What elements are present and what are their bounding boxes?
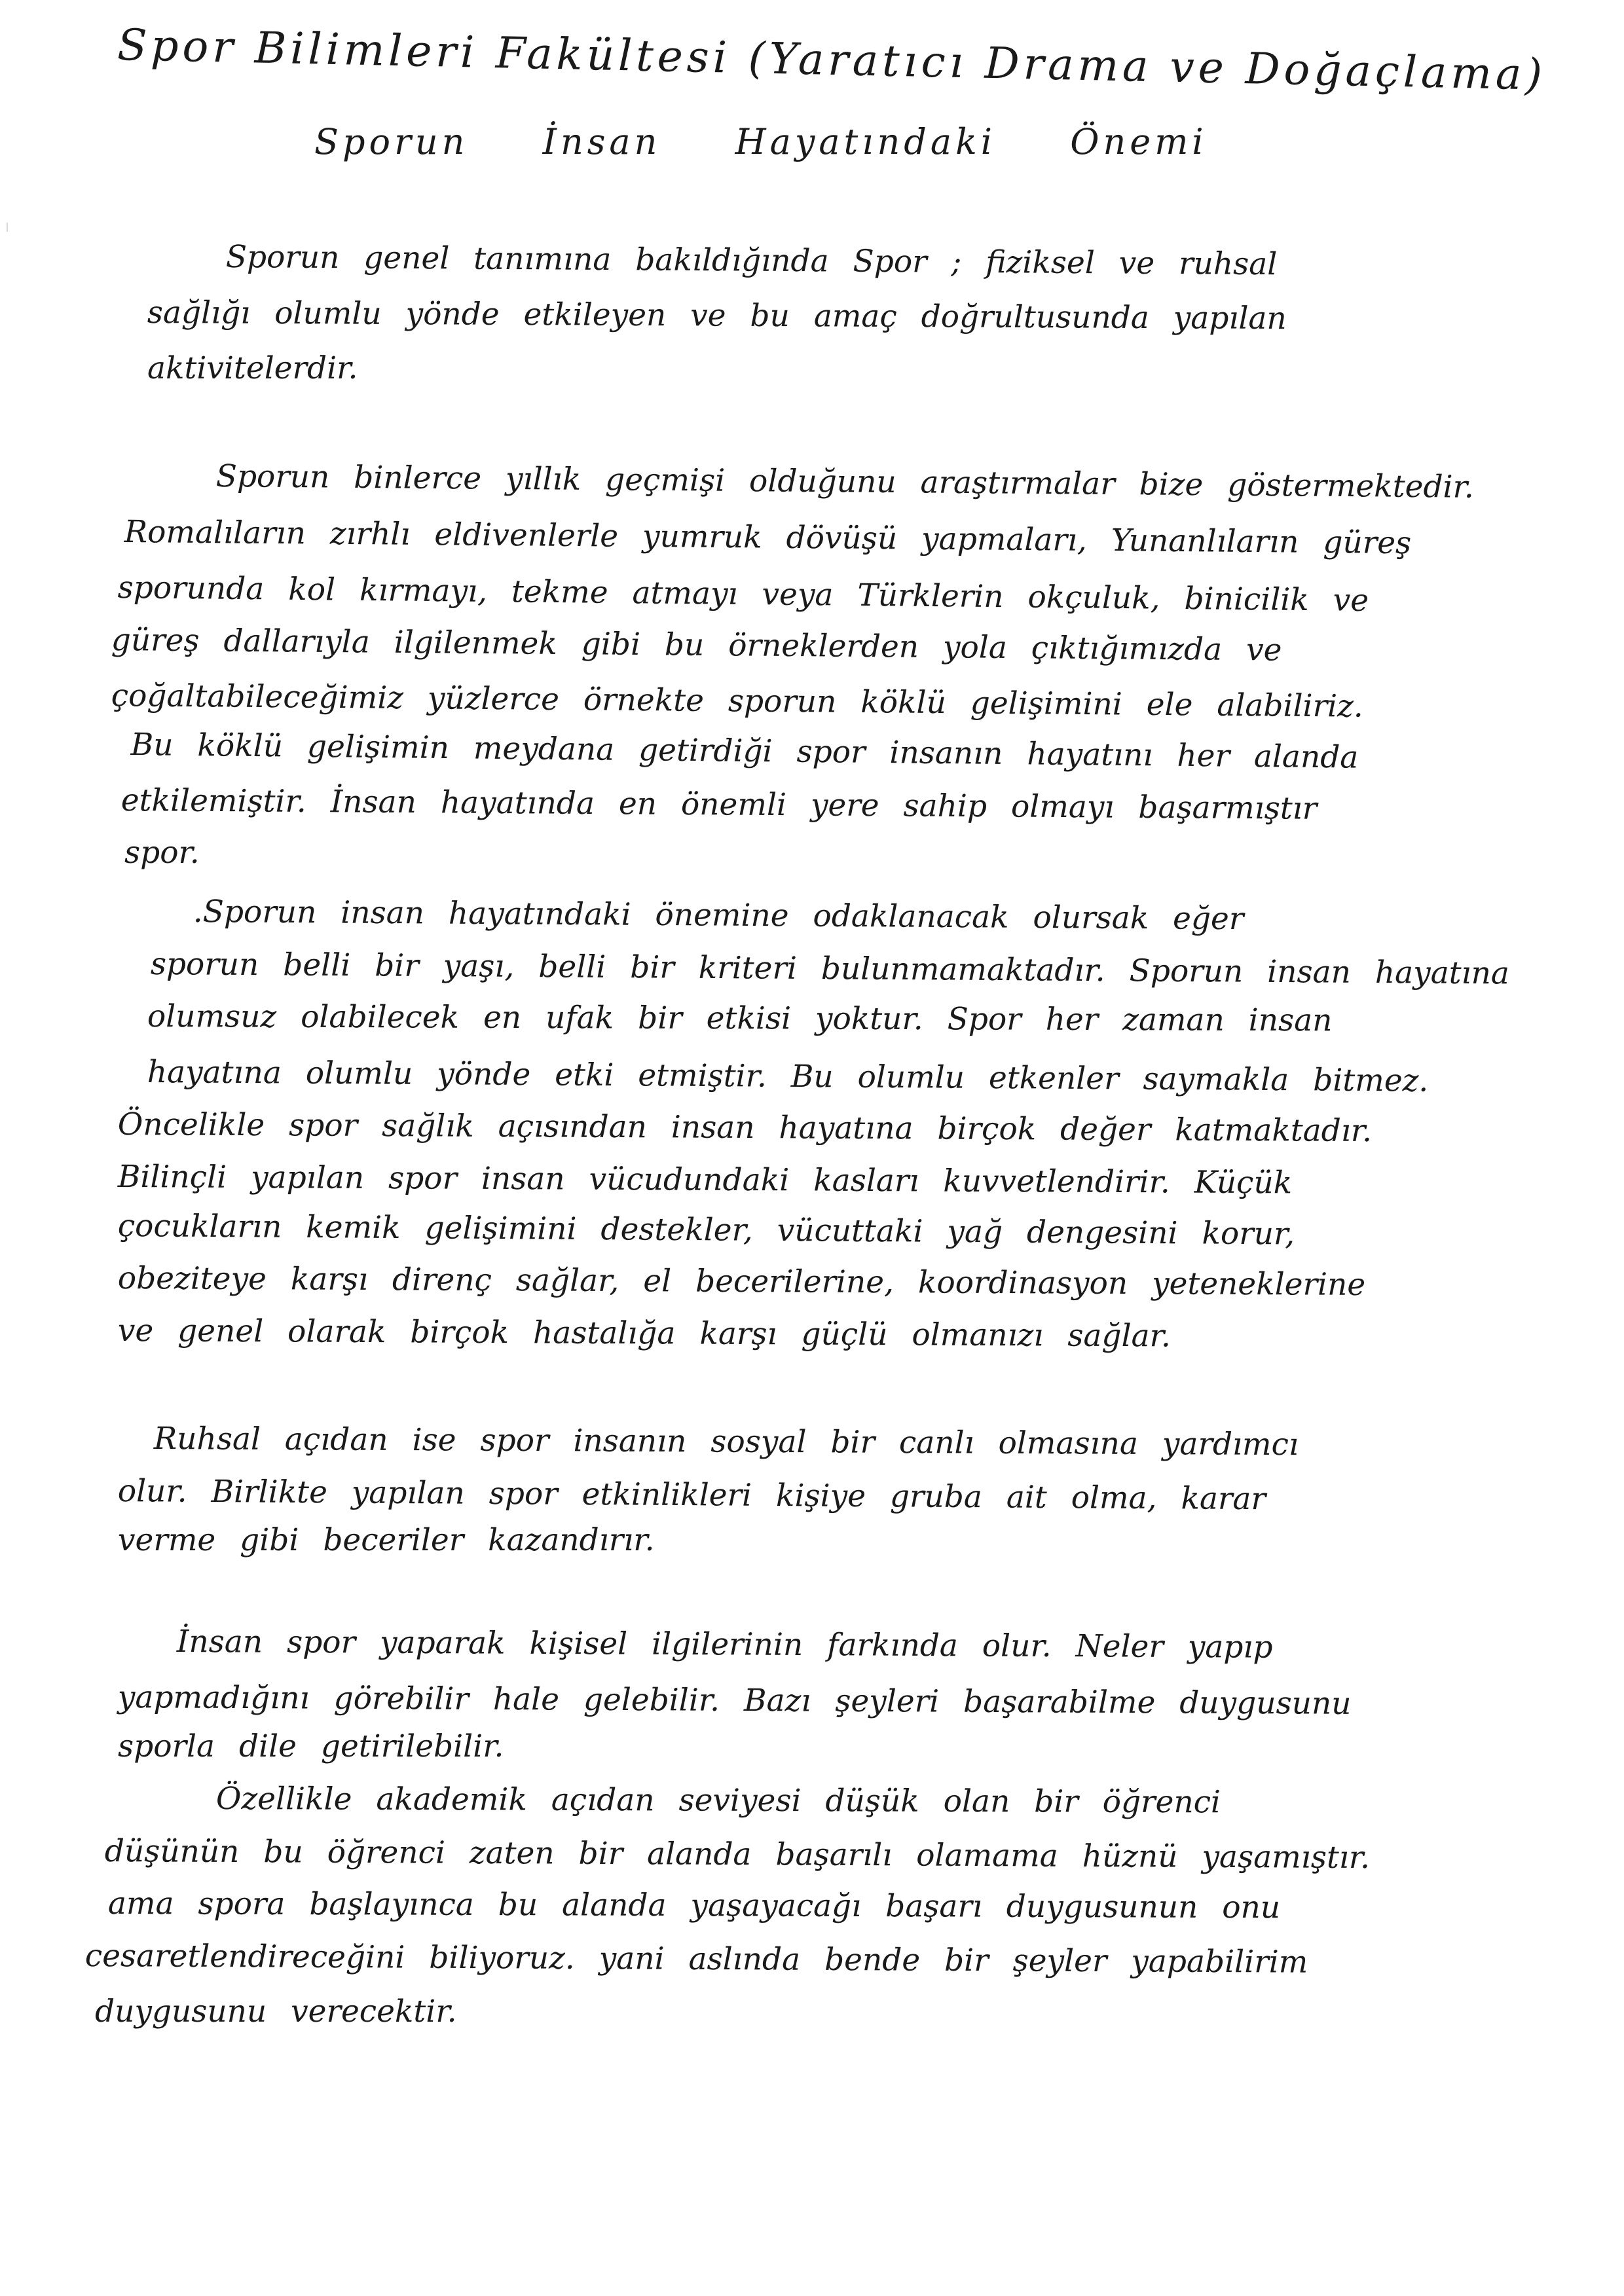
text-line: Sporun binlerce yıllık geçmişi olduğunu araştırmalar bize göstermektedir. <box>215 458 1475 505</box>
text-line: spor. <box>124 835 200 871</box>
page-title: Spor Bilimleri Fakültesi (Yaratıcı Drama ve Doğaçlama) <box>117 20 1547 100</box>
text-line: aktivitelerdir. <box>147 350 358 386</box>
text-line: etkilemiştir. İnsan hayatında en önemli yere sahip olmayı başarmıştır <box>120 782 1318 827</box>
text-line: Romalıların zırhlı eldivenlerle yumruk dövüşü yapmaları, Yunanlıların güreş <box>124 514 1412 562</box>
text-line: Bu köklü gelişimin meydana getirdiği spor insanın hayatını her alanda <box>130 727 1359 776</box>
text-line: duygusunu verecektir. <box>95 1994 457 2030</box>
text-line: olumsuz olabilecek en ufak bir etkisi yoktur. Spor her zaman insan <box>147 998 1333 1039</box>
text-line: obeziteye karşı direnç sağlar, el becerilerine, koordinasyon yeteneklerine <box>117 1260 1366 1303</box>
text-line: çocukların kemik gelişimini destekler, vücuttaki yağ dengesini korur, <box>117 1208 1295 1252</box>
text-line: İnsan spor yaparak kişisel ilgilerinin farkında olur. Neler yapıp <box>176 1624 1273 1666</box>
text-line: Sporun genel tanımına bakıldığında Spor ; fiziksel ve ruhsal <box>225 239 1278 283</box>
text-line: ama spora başlayınca bu alanda yaşayacağı başarı duygusunun onu <box>107 1886 1281 1926</box>
text-line: Bilinçli yapılan spor insan vücudundaki kasları kuvvetlendirir. Küçük <box>117 1159 1293 1201</box>
text-line: güreş dallarıyla ilgilenmek gibi bu örneklerden yola çıktığımızda ve <box>111 622 1282 668</box>
text-line: Ruhsal açıdan ise spor insanın sosyal bir canlı olmasına yardımcı <box>153 1421 1299 1463</box>
text-line: sporun belli bir yaşı, belli bir kriteri bulunmamaktadır. Sporun insan hayatına <box>150 946 1510 992</box>
text-line: verme gibi beceriler kazandırır. <box>118 1522 655 1558</box>
text-line: Öncelikle spor sağlık açısından insan hayatına birçok değer katmaktadır. <box>117 1106 1373 1150</box>
text-line: çoğaltabileceğimiz yüzlerce örnekte sporun köklü gelişimini ele alabiliriz. <box>111 678 1364 725</box>
text-line: sporla dile getirilebilir. <box>118 1728 504 1764</box>
text-line: .Sporun insan hayatındaki önemine odaklanacak olursak eğer <box>193 894 1244 938</box>
text-line: cesaretlendireceğini biliyoruz. yani aslında bende bir şeyler yapabilirim <box>84 1938 1308 1980</box>
text-line: hayatına olumlu yönde etki etmiştir. Bu olumlu etkenler saymakla bitmez. <box>147 1054 1429 1099</box>
text-line: ve genel olarak birçok hastalığa karşı güçlü olmanızı sağlar. <box>117 1313 1172 1355</box>
margin-mark <box>7 223 8 232</box>
text-line: sporunda kol kırmayı, tekme atmayı veya Türklerin okçuluk, binicilik ve <box>117 570 1369 619</box>
text-line: Özellikle akademik açıdan seviyesi düşük olan bir öğrenci <box>215 1781 1221 1821</box>
text-line: sağlığı olumlu yönde etkileyen ve bu amaç doğrultusunda yapılan <box>147 295 1287 337</box>
page-subtitle: Sporun İnsan Hayatındaki Önemi <box>314 121 1208 162</box>
text-line: düşünün bu öğrenci zaten bir alanda başarılı olamama hüznü yaşamıştır. <box>104 1833 1371 1876</box>
text-line: yapmadığını görebilir hale gelebilir. Bazı şeyleri başarabilme duygusunu <box>117 1679 1352 1722</box>
text-line: olur. Birlikte yapılan spor etkinlikleri kişiye gruba ait olma, karar <box>117 1473 1266 1518</box>
